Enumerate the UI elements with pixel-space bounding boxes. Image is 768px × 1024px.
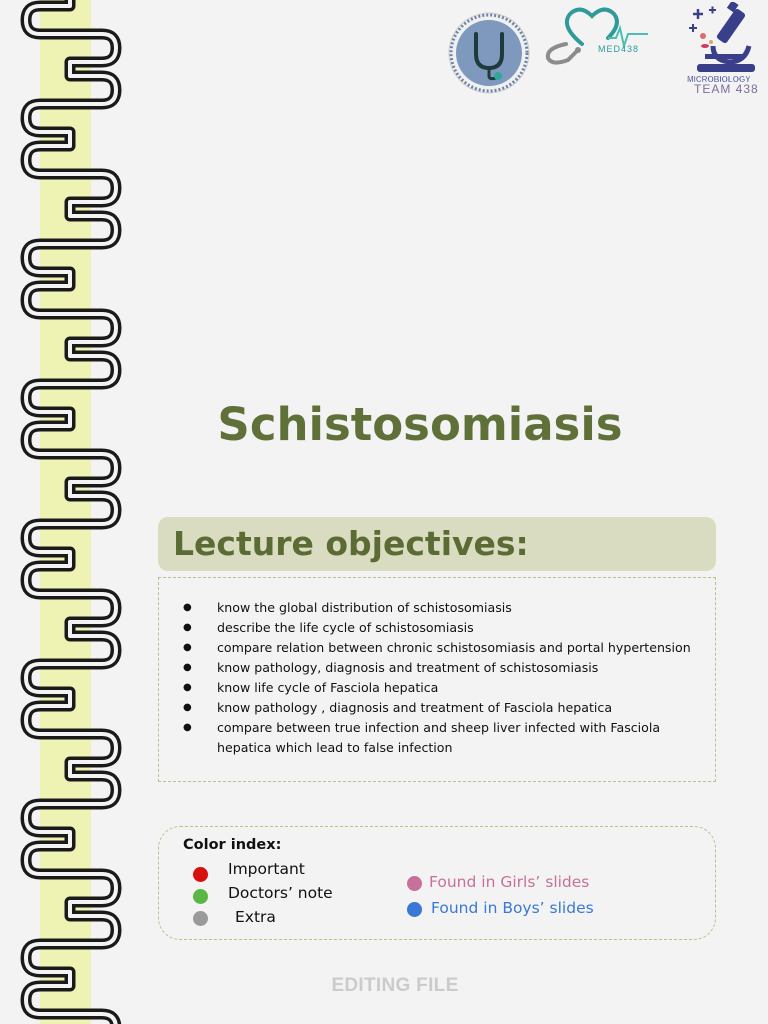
objective-item: ● compare between true infection and sheep liver infected with Fasciola hepatica which lead to false infection	[183, 718, 705, 758]
med438-text: MED438	[598, 44, 640, 54]
extra-dot-icon	[193, 911, 208, 926]
microbiology-text: MICROBIOLOGY	[687, 75, 751, 84]
objective-item: ● know pathology , diagnosis and treatment of Fasciola hepatica	[183, 698, 705, 718]
important-label: Important	[228, 860, 305, 878]
med438-heart-logo	[542, 4, 652, 74]
team-438-label: TEAM 438	[694, 82, 759, 96]
objective-item: ● compare relation between chronic schistosomiasis and portal hypertension	[183, 638, 705, 658]
extra-label: Extra	[235, 908, 276, 926]
important-dot-icon	[193, 867, 208, 882]
objective-item: ● know life cycle of Fasciola hepatica	[183, 678, 705, 698]
girls-slides-dot-icon	[407, 876, 422, 891]
stethoscope-seal-logo	[446, 10, 532, 96]
girls-slides-label: Found in Girls’ slides	[429, 873, 590, 891]
editing-file-link[interactable]: EDITING FILE	[331, 975, 459, 996]
objectives-heading-banner	[158, 517, 716, 571]
header-logos	[440, 0, 768, 110]
coil-outline	[26, 0, 116, 1024]
objectives-list	[183, 598, 705, 758]
page-title: Schistosomiasis	[217, 398, 623, 451]
boys-slides-dot-icon	[407, 902, 422, 917]
objective-item: ● describe the life cycle of schistosomiasis	[183, 618, 705, 638]
objective-item: ● know pathology, diagnosis and treatment of schistosomiasis	[183, 658, 705, 678]
microbiology-microscope-logo	[683, 2, 767, 86]
color-index-box	[158, 826, 716, 940]
objective-item: ● know the global distribution of schistosomiasis	[183, 598, 705, 618]
objectives-heading: Lecture objectives:	[173, 524, 529, 563]
objectives-list-box	[158, 577, 716, 782]
doctors-note-label: Doctors’ note	[228, 884, 333, 902]
boys-slides-label: Found in Boys’ slides	[431, 899, 594, 917]
coiled-worm-decoration	[0, 0, 140, 1024]
color-index-title: Color index:	[183, 837, 282, 853]
doctors-note-dot-icon	[193, 889, 208, 904]
